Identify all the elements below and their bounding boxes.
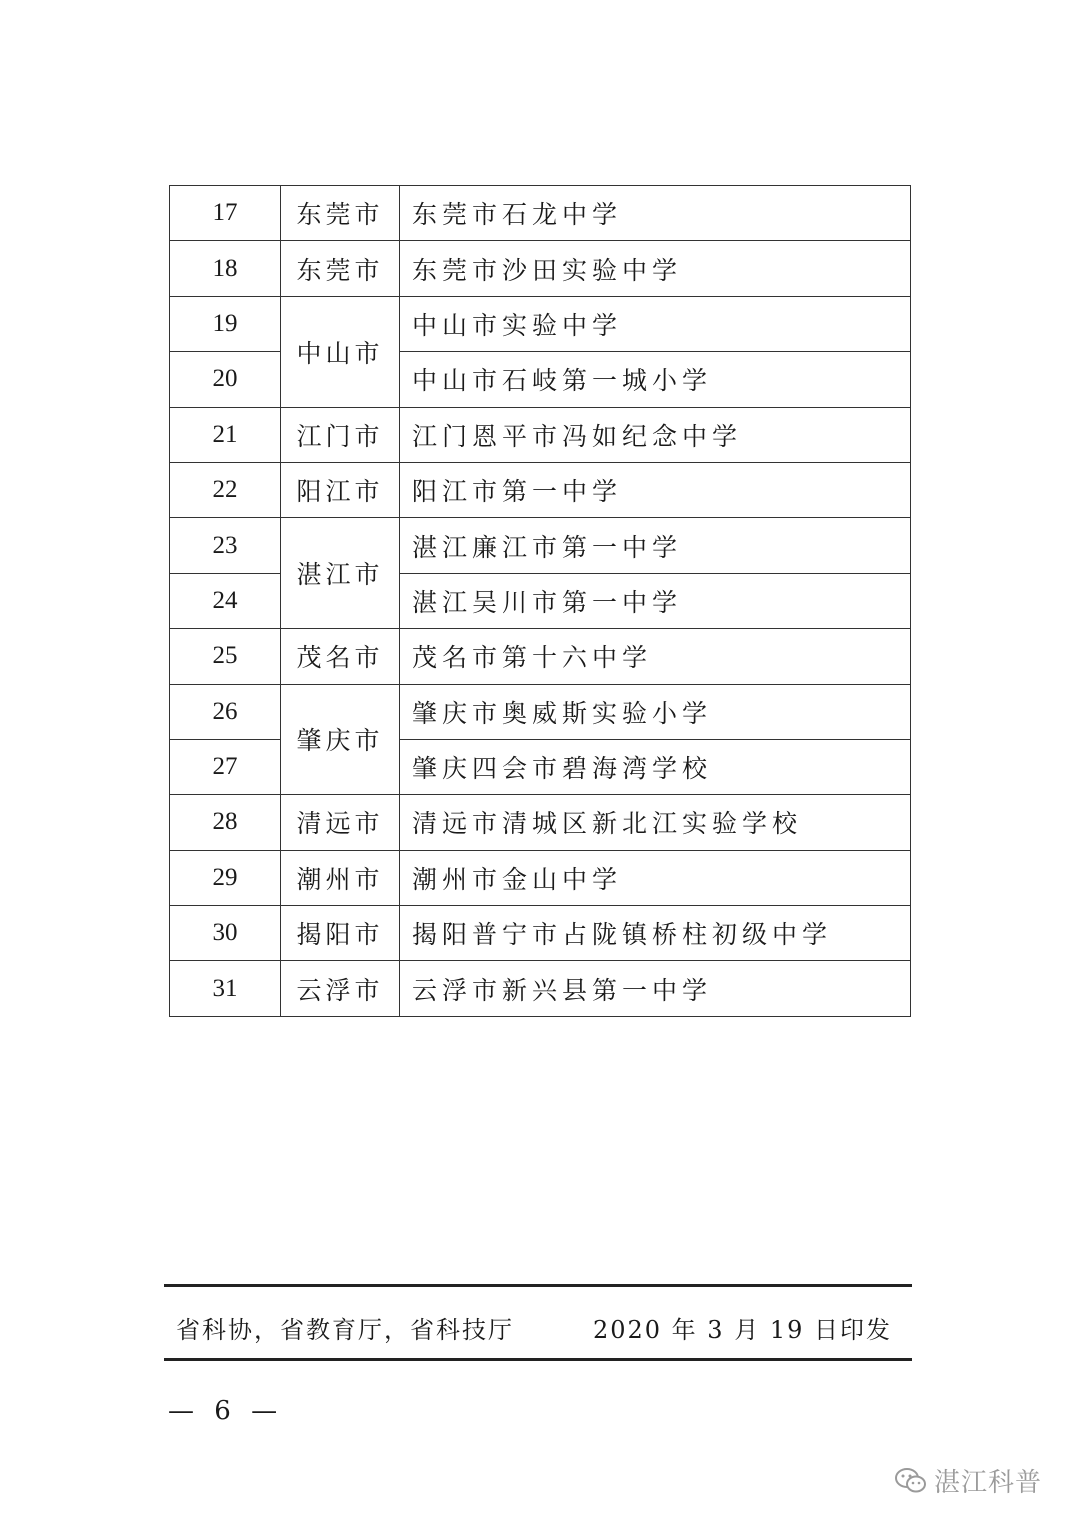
school-cell: 中山市实验中学 xyxy=(400,296,911,351)
school-cell: 湛江吴川市第一中学 xyxy=(400,573,911,628)
row-number: 19 xyxy=(170,296,281,351)
row-number: 28 xyxy=(170,795,281,850)
school-list-table xyxy=(169,185,911,1017)
row-number: 17 xyxy=(170,186,281,241)
city-cell: 肇庆市 xyxy=(281,684,400,795)
row-number: 21 xyxy=(170,407,281,462)
city-cell: 湛江市 xyxy=(281,518,400,629)
school-cell: 中山市石岐第一城小学 xyxy=(400,352,911,407)
city-cell: 中山市 xyxy=(281,296,400,407)
school-cell: 揭阳普宁市占陇镇桥柱初级中学 xyxy=(400,906,911,961)
city-cell: 清远市 xyxy=(281,795,400,850)
table-row xyxy=(170,241,911,296)
city-cell: 东莞市 xyxy=(281,241,400,296)
city-cell: 阳江市 xyxy=(281,462,400,517)
school-cell: 肇庆市奥威斯实验小学 xyxy=(400,684,911,739)
wechat-icon xyxy=(894,1467,928,1495)
table-row xyxy=(170,186,911,241)
page-number: — 6 — xyxy=(168,1396,284,1426)
footer-rule-bottom xyxy=(164,1358,912,1361)
row-number: 18 xyxy=(170,241,281,296)
row-number: 26 xyxy=(170,684,281,739)
table-row xyxy=(170,629,911,684)
school-cell: 阳江市第一中学 xyxy=(400,462,911,517)
city-cell: 潮州市 xyxy=(281,850,400,905)
row-number: 22 xyxy=(170,462,281,517)
city-cell: 揭阳市 xyxy=(281,906,400,961)
watermark xyxy=(894,1462,1042,1499)
row-number: 29 xyxy=(170,850,281,905)
school-cell: 东莞市石龙中学 xyxy=(400,186,911,241)
city-cell: 江门市 xyxy=(281,407,400,462)
table-row xyxy=(170,684,911,739)
footer-issuer: 省科协，省教育厅，省科技厅 xyxy=(176,1316,514,1344)
table-row xyxy=(170,850,911,905)
watermark-text: 湛江科普 xyxy=(933,1468,1042,1498)
table-row xyxy=(170,296,911,351)
city-cell: 云浮市 xyxy=(281,961,400,1016)
row-number: 30 xyxy=(170,906,281,961)
table-row xyxy=(170,906,911,961)
school-cell: 清远市清城区新北江实验学校 xyxy=(400,795,911,850)
table-row xyxy=(170,518,911,573)
table-row xyxy=(170,795,911,850)
row-number: 24 xyxy=(170,573,281,628)
row-number: 23 xyxy=(170,518,281,573)
school-cell: 潮州市金山中学 xyxy=(400,850,911,905)
row-number: 25 xyxy=(170,629,281,684)
school-cell: 东莞市沙田实验中学 xyxy=(400,241,911,296)
school-cell: 江门恩平市冯如纪念中学 xyxy=(400,407,911,462)
city-cell: 茂名市 xyxy=(281,629,400,684)
footer-rule-top xyxy=(164,1284,912,1287)
table-row xyxy=(170,961,911,1016)
row-number: 20 xyxy=(170,352,281,407)
table-row xyxy=(170,462,911,517)
school-cell: 肇庆四会市碧海湾学校 xyxy=(400,739,911,794)
school-cell: 云浮市新兴县第一中学 xyxy=(400,961,911,1016)
footer-date: 2020 年 3 月 19 日印发 xyxy=(592,1316,892,1344)
city-cell: 东莞市 xyxy=(281,186,400,241)
row-number: 27 xyxy=(170,739,281,794)
school-cell: 茂名市第十六中学 xyxy=(400,629,911,684)
table-row xyxy=(170,407,911,462)
school-cell: 湛江廉江市第一中学 xyxy=(400,518,911,573)
table-body xyxy=(170,186,911,1017)
row-number: 31 xyxy=(170,961,281,1016)
